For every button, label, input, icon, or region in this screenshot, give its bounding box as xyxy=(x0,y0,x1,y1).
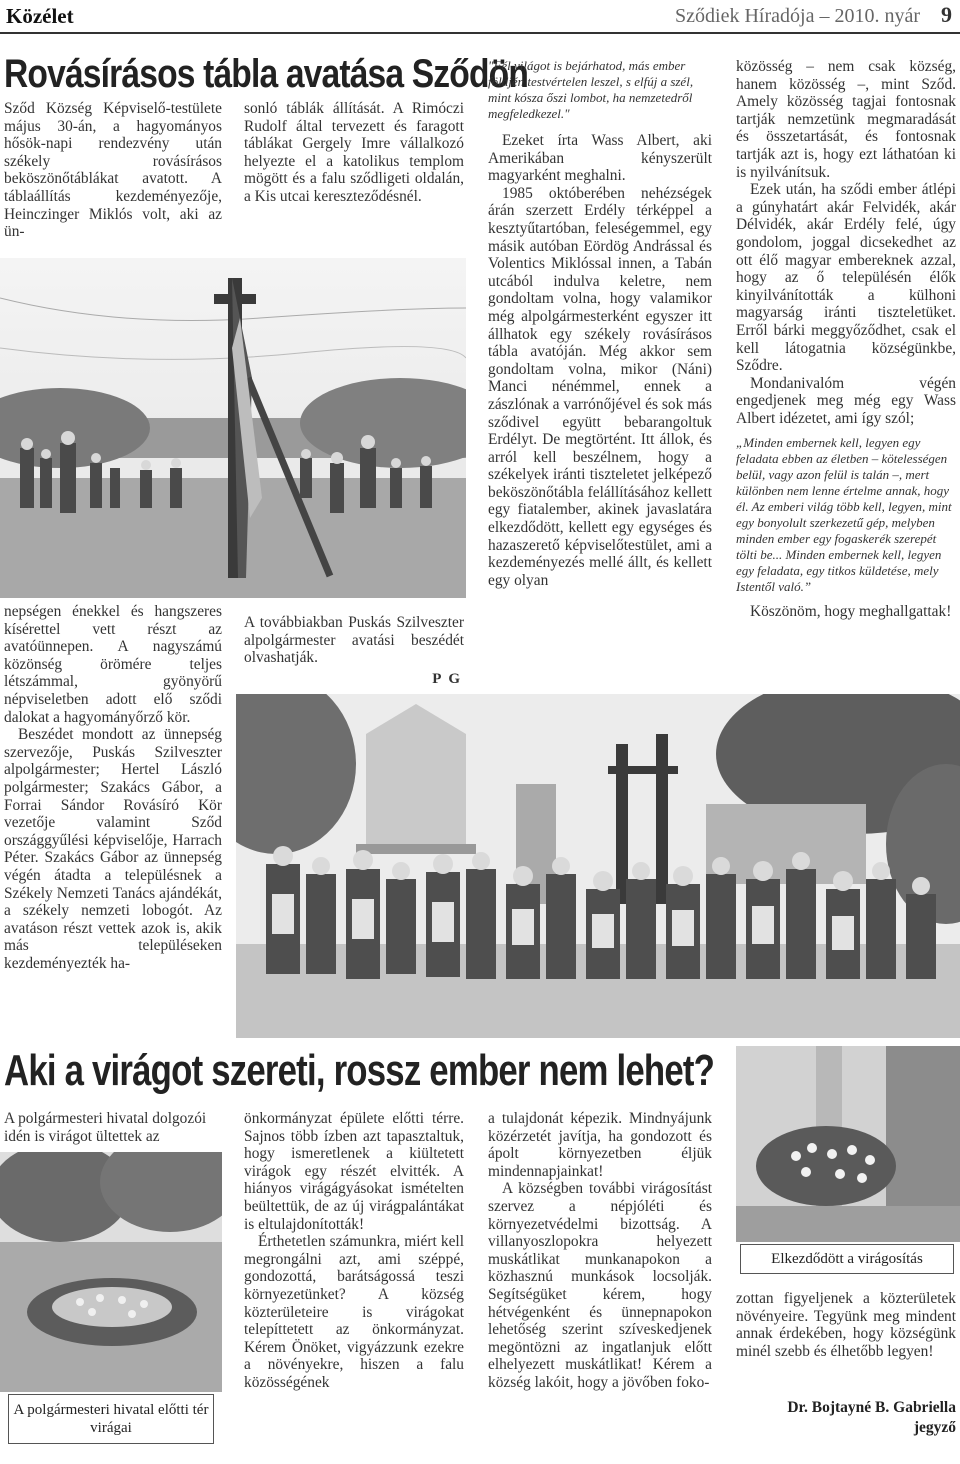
flowerbed-photo xyxy=(0,1152,222,1392)
wass-quote-2: „Minden embernek kell, legyen egy feladata ebben az életben – kötelességen belül, vagy azon felül is talán –, mert különben nem lenne értelme annak, hogy él. Az emberi világ több kell, legyen, mint egy bonyolult szerkezetű gép, melyben minden ember egy fogaskerék szerepét tölti be... Minden embernek kell, legyen egy feladata, egy titkos küldetése, mely Istentől való.” xyxy=(736,435,952,595)
article1-col1-bottom: nepségen énekkel és hangszeres kísérettel vett részt az avatóünnepen. A nagyszámú közönség örömére teljes létszámmal, gyönyörű népviseletben adott elő sződi dalokat a hagyományőrző kör. Beszédet mondott az ünnepség szervezője, Puskás Szilveszter alpolgármester; Hertel László polgármester; Szakács Gábor, a Forrai Sándor Rovásíró Kör vezetője valamint Sződ országgyűlési képviselője, Harrach Péter. Szakács Gábor az ünnepség végén átadta a településnek a Székely Nemzeti Tanács ajándékát, a székely nemzeti lobogót. Az avatáson részt vettek azok is, akik más településeken kezdeményezték ha- xyxy=(4,603,222,972)
lamppost-flowers-photo xyxy=(736,1046,960,1242)
lamppost-caption: Elkezdődött a virágosítás xyxy=(740,1244,954,1274)
group-photo xyxy=(236,694,960,1038)
ceremony-photo xyxy=(0,258,466,598)
page-number: 9 xyxy=(941,2,952,27)
publication-label: Sződiek Híradója – 2010. nyár xyxy=(675,5,920,27)
article2-col4: zottan figyeljenek a közterületek növényeire. Tegyünk meg mindent annak érdekében, hogy községünk minél szebb és élhetőbb legyen! xyxy=(736,1290,956,1360)
signature-title: jegyző xyxy=(913,1419,956,1436)
section-label: Közélet xyxy=(6,4,74,28)
article2-col3: a tulajdonát képezik. Mindnyájunk közérzetét javítja, ha gondozott és ápolt környezetben éljük mindennapjainkat! A községben további virágosítást szervez a népjóléti és környezetvédelmi bizottság. A villanyoszlopokra helyezett muskátlikat munkanapokon a közhasznú munkások locsolják. Segítségüket kérem, hogy hétvégenként és ünnepnapokon lehetőség szerint szíveskedjenek megöntözni az ingatlanjuk előtt elhelyezett muskátlikat! Kérem a község lakóit, hogy a jövőben foko- xyxy=(488,1110,712,1391)
article1-col2-bottom: A továbbiakban Puskás Szilveszter alpolgármester avatási beszédét olvashatják. P G xyxy=(244,614,464,687)
page-header xyxy=(0,0,960,34)
article2-col2: önkormányzat épülete előtti térre. Sajnos több ízben azt tapasztaltuk, hogy ismeretlenek a kiültetett virágok egy részét elvitték. A hiányos virágágyásokat ismételten beültettük, de az új virágpalántákat is eltulajdonították! Érthetetlen számunkra, miért kell megrongálni azt, ami széppé, gondozottá, barátságossá teszi környezetünket? A község közterületeire is virágokat telepíttetett az önkormányzat. Kérem Önöket, vigyázzunk ezekre a növényekre, hiszen a falu közösségének xyxy=(244,1110,464,1391)
signature xyxy=(736,1398,956,1438)
article1-col3: "Fél világot is bejárhatod, más ember földjén testvértelen leszel, s elfúj a szél, mint kósza őszi lombot, ha nemzetedről megfeledkezel." Ezeket írta Wass Albert, aki Amerikában kényszerült magyarként meghalni. 1985 októberében nehézségek árán szerzett Erdély térképpel a kesztyűtartóban, feleségemmel, egy másik autóban Eördög Andrással és Volentics Miklóssal innen, a Tabán utcából indulva keletre, nem gondoltam volna, hogy valamikor még alpolgármesterként egyszer itt állhatok egy székely rovásírásos tábla avatóján. Még akkor sem gondoltam volna, mikor (Náni) Manci nénémmel, ennek a zászlónak a varrónőjével és sok más sződivel együtt bebarangoltuk Erdélyt. De megtörtént. Itt állok, és arról kell beszélnem, hogy a székelyek iránti tiszteletet jelképező beköszönőtábla felállításához kellett egy fiatalember, akinek javaslatára elkezdődött, kellett egy egységes és hazaszerető képviselőtestület, ami a kezdeményezés mellé állt, és kellett egy olyan xyxy=(488,58,712,589)
flowerbed-caption: A polgármesteri hivatal előtti tér virágai xyxy=(8,1394,214,1444)
article2-col1: A polgármesteri hivatal dolgozói idén is virágot ültettek az xyxy=(4,1110,207,1145)
article1-title: Rovásírásos tábla avatása Sződön xyxy=(4,52,529,96)
article2-title: Aki a virágot szereti, rossz ember nem lehet? xyxy=(4,1046,715,1095)
article1-col4: közösség – nem csak község, hanem közösség –, mint Sződ. Amely közösség tagjai fontosnak tartják nemzetünk megmaradását és összetartását, és fontosnak tartják azt is, hogy ezt láthatóan ki is nyilvánítsuk. Ezek után, ha sződi ember átlépi a gúnyhatárt akár Felvidék, akár Délvidék, akár Erdély felé, úgy gondolom, joggal dicsekedhet az ott élő magyar embereknek azzal, hogy az ő településén élők kinyilvánították a külhoni magyarság iránti tiszteletüket. Erről bárki meggyőződhet, csak el kell látogatnia községünkbe, Sződre. Mondanivalóm végén engedjenek meg még egy Wass Albert idézetet, ami így szól; „Minden embernek kell, legyen egy feladata ebben az életben – kötelességen belül, vagy azon felül is talán –, mert különben nem lenne értelme annak, hogy él. Az emberi világ több kell, legyen, mint egy bonyolult szerkezetű gép, melyben minden ember egy fogaskerék szerepét tölti be... Minden embernek kell, legyen egy feladata, egy titkos küldetése, mely Istentől való.” Köszönöm, hogy meghallgattak! xyxy=(736,58,956,621)
article1-col1-top: Sződ Község Képviselő-testülete május 30-án, a hagyományos hősök-napi rendezvény után székely rovásírásos beköszönőtáblákat avatott. A táblaállítás kezdeményezője, Heinczinger Miklós volt, aki az ün- xyxy=(4,100,222,241)
wass-quote-1: "Fél világot is bejárhatod, más ember földjén testvértelen leszel, s elfúj a szél, mint kósza őszi lombot, ha nemzetedről megfeledkezel." xyxy=(488,58,694,121)
signature-name: Dr. Bojtayné B. Gabriella xyxy=(787,1399,956,1416)
article1-col2-top: sonló táblák állítását. A Rimóczi Rudolf által tervezett és faragott táblákat Gergely Imre vállalkozó helyezte el a katolikus templom mögött és a falu sződligeti oldalán, a Kis utcai kereszteződésnél. xyxy=(244,100,464,205)
author-initials: P G xyxy=(432,670,462,687)
